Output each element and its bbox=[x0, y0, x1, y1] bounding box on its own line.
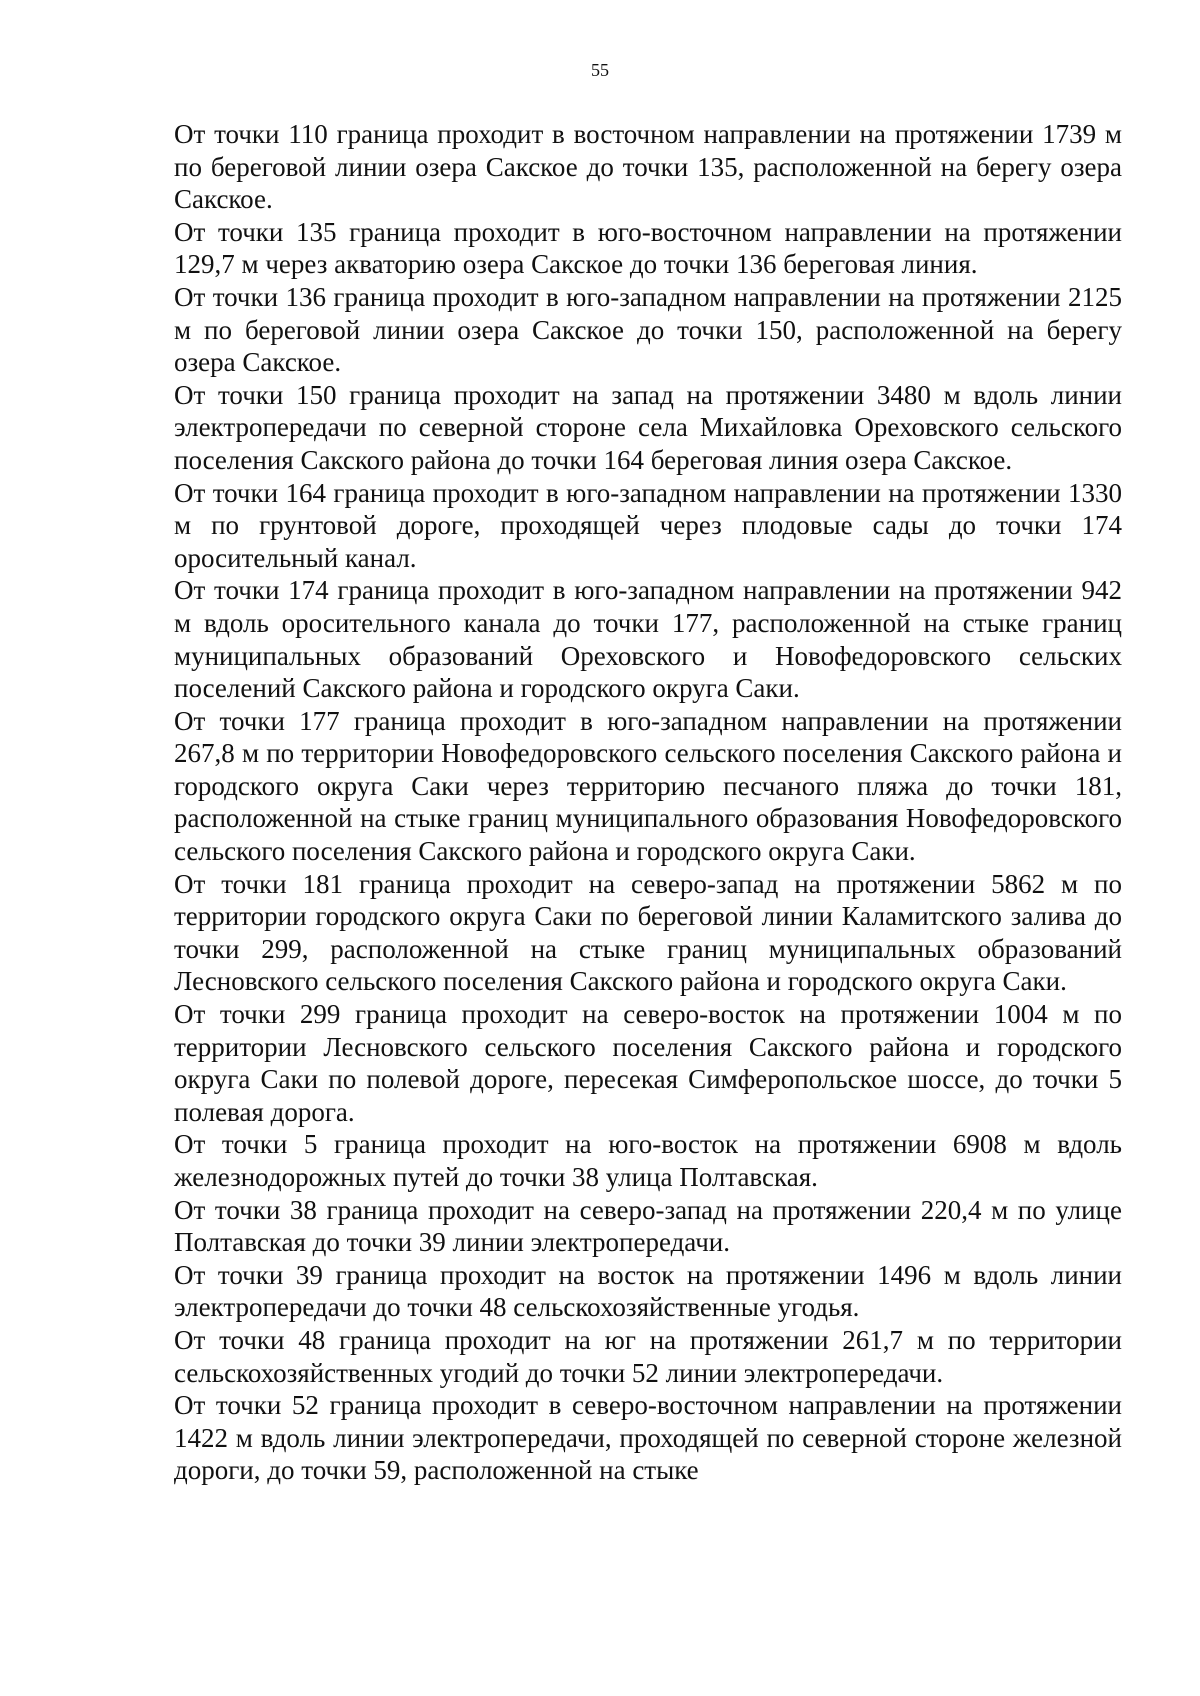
paragraph: От точки 164 граница проходит в юго-западном направлении на протяжении 1330 м по грунтовой дороге, проходящей через плодовые сады до точки 174 оросительный канал. bbox=[174, 477, 1122, 573]
paragraph: От точки 39 граница проходит на восток на протяжении 1496 м вдоль линии электропередачи до точки 48 сельскохозяйственные угодья. bbox=[174, 1259, 1122, 1323]
paragraph: От точки 174 граница проходит в юго-западном направлении на протяжении 942 м вдоль оросительного канала до точки 177, расположенной на стыке границ муниципальных образований Ореховского и Новофедоровского сельских поселений Сакского района и городского округа Саки. bbox=[174, 575, 1122, 704]
page-number: 55 bbox=[591, 60, 609, 80]
paragraph: От точки 135 граница проходит в юго-восточном направлении на протяжении 129,7 м через акваторию озера Сакское до точки 136 береговая линия. bbox=[174, 216, 1122, 280]
paragraph: От точки 52 граница проходит в северо-восточном направлении на протяжении 1422 м вдоль линии электропередачи, проходящей по северной стороне железной дороги, до точки 59, расположенной на стыке bbox=[174, 1390, 1122, 1486]
paragraph: От точки 110 граница проходит в восточном направлении на протяжении 1739 м по береговой линии озера Сакское до точки 135, расположенной на берегу озера Сакское. bbox=[174, 119, 1122, 215]
paragraph: От точки 299 граница проходит на северо-восток на протяжении 1004 м по территории Лесновского сельского поселения Сакского района и городского округа Саки по полевой дороге, пересекая Симферопольское шоссе, до точки 5 полевая дорога. bbox=[174, 999, 1122, 1127]
paragraph: От точки 177 граница проходит в юго-западном направлении на протяжении 267,8 м по территории Новофедоровского сельского поселения Сакского района и городского округа Саки через территорию песчаного пляжа до точки 181, расположенной на стыке границ муниципального образования Новофедоровского сельского поселения Сакского района и городского округа Саки. bbox=[174, 705, 1122, 867]
paragraph: От точки 5 граница проходит на юго-восток на протяжении 6908 м вдоль железнодорожных путей до точки 38 улица Полтавская. bbox=[174, 1129, 1122, 1192]
paragraph: От точки 181 граница проходит на северо-запад на протяжении 5862 м по территории городского округа Саки по береговой линии Каламитского залива до точки 299, расположенной на стыке границ муниципальных образований Лесновского сельского поселения Сакского района и городского округа Саки. bbox=[174, 868, 1122, 997]
paragraph: От точки 38 граница проходит на северо-запад на протяжении 220,4 м по улице Полтавская до точки 39 линии электропередачи. bbox=[174, 1194, 1122, 1258]
boundary-description-text bbox=[174, 118, 1122, 1487]
paragraph: От точки 150 граница проходит на запад на протяжении 3480 м вдоль линии электропередачи по северной стороне села Михайловка Ореховского сельского поселения Сакского района до точки 164 береговая линия озера Сакское. bbox=[174, 379, 1122, 475]
paragraph: От точки 136 граница проходит в юго-западном направлении на протяжении 2125 м по береговой линии озера Сакское до точки 150, расположенной на берегу озера Сакское. bbox=[174, 281, 1122, 378]
paragraph: От точки 48 граница проходит на юг на протяжении 261,7 м по территории сельскохозяйственных угодий до точки 52 линии электропередачи. bbox=[174, 1324, 1122, 1388]
